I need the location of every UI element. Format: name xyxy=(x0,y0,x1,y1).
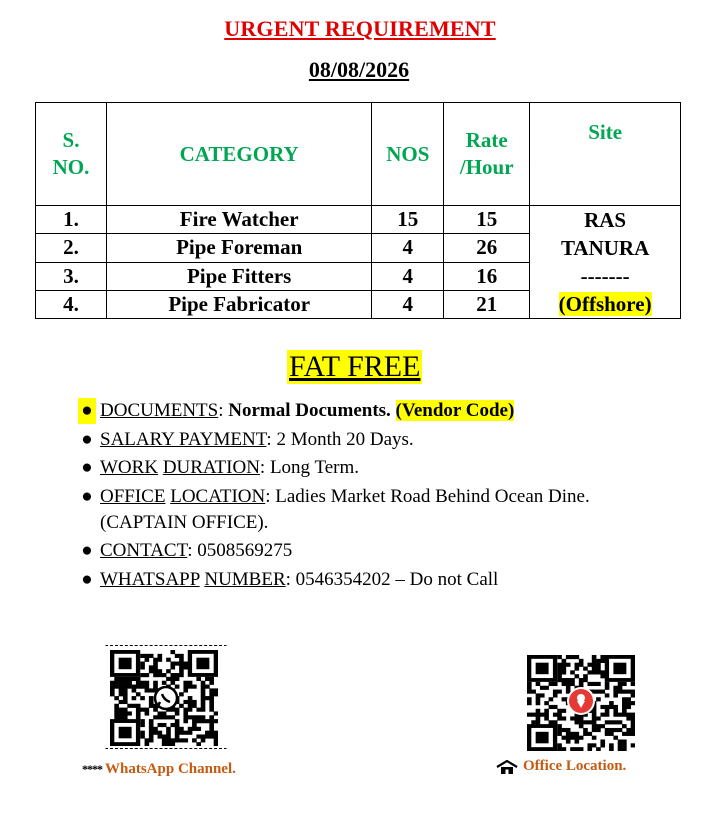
column-header-rate: Rate /Hour xyxy=(444,103,530,206)
fat-free-banner: FAT FREE xyxy=(289,350,421,383)
office-location-caption: Office Location. xyxy=(496,758,626,775)
table-header-row xyxy=(36,103,681,206)
cell-category: Pipe Fabricator xyxy=(106,290,371,318)
vendor-code-highlight: (Vendor Code) xyxy=(395,400,515,421)
list-item-salary: ● SALARY PAYMENT: 2 Month 20 Days. xyxy=(78,427,638,453)
page-date: 08/08/2026 xyxy=(308,57,410,82)
bullet-icon: ● xyxy=(81,540,93,561)
page-title: URGENT REQUIREMENT xyxy=(224,16,496,41)
cell-nos: 4 xyxy=(372,290,444,318)
list-item-documents: ● DOCUMENTS: Normal Documents. (Vendor Code) xyxy=(78,398,638,424)
info-list xyxy=(78,398,638,595)
whatsapp-icon xyxy=(110,650,218,746)
bullet-icon: ● xyxy=(81,428,93,450)
cell-rate: 16 xyxy=(444,262,530,290)
cell-sno: 2. xyxy=(36,234,107,262)
cell-sno: 1. xyxy=(36,206,107,234)
bullet-icon: ● xyxy=(81,457,93,478)
cell-category: Fire Watcher xyxy=(106,206,371,234)
cell-site xyxy=(530,206,681,319)
cell-nos: 4 xyxy=(372,262,444,290)
cell-nos: 4 xyxy=(372,234,444,262)
column-header-nos: NOS xyxy=(372,103,444,206)
home-icon xyxy=(496,760,518,774)
cell-category: Pipe Fitters xyxy=(106,262,371,290)
cell-rate: 15 xyxy=(444,206,530,234)
cell-sno: 4. xyxy=(36,290,107,318)
whatsapp-qr-code[interactable] xyxy=(110,650,218,746)
list-item-whatsapp: ● WHATSAPP NUMBER: 0546354202 – Do not Call xyxy=(78,567,638,593)
bullet-icon: ● xyxy=(81,568,93,590)
whatsapp-number: 0546354202 – Do not Call xyxy=(295,568,499,590)
table-row xyxy=(36,206,681,234)
location-pin-icon xyxy=(527,655,635,751)
list-item-contact: ● CONTACT: 0508569275 xyxy=(78,538,638,564)
site-line-3: ------- xyxy=(580,264,630,288)
bullet-icon: ● xyxy=(81,485,93,507)
whatsapp-channel-caption: **** WhatsApp Channel. xyxy=(82,761,236,777)
stars-decoration: **** xyxy=(82,762,102,776)
cell-rate: 21 xyxy=(444,290,530,318)
contact-number: 0508569275 xyxy=(197,540,293,561)
cell-sno: 3. xyxy=(36,262,107,290)
column-header-sno: S. NO. xyxy=(36,103,107,206)
list-item-duration: ● WORK DURATION: Long Term. xyxy=(78,455,638,481)
column-header-category: CATEGORY xyxy=(106,103,371,206)
list-item-office: ● OFFICE LOCATION: Ladies Market Road Behind Ocean Dine. (CAPTAIN OFFICE). xyxy=(78,484,638,536)
site-line-1: RAS xyxy=(584,208,627,232)
office-location-qr-code[interactable] xyxy=(527,655,635,751)
cell-rate: 26 xyxy=(444,234,530,262)
bullet-icon: ● xyxy=(78,398,96,424)
cell-category: Pipe Foreman xyxy=(106,234,371,262)
site-line-2: TANURA xyxy=(560,236,650,260)
site-line-4: (Offshore) xyxy=(558,292,652,316)
cell-nos: 15 xyxy=(372,206,444,234)
column-header-site: Site xyxy=(530,103,681,206)
requirement-table xyxy=(35,102,681,319)
